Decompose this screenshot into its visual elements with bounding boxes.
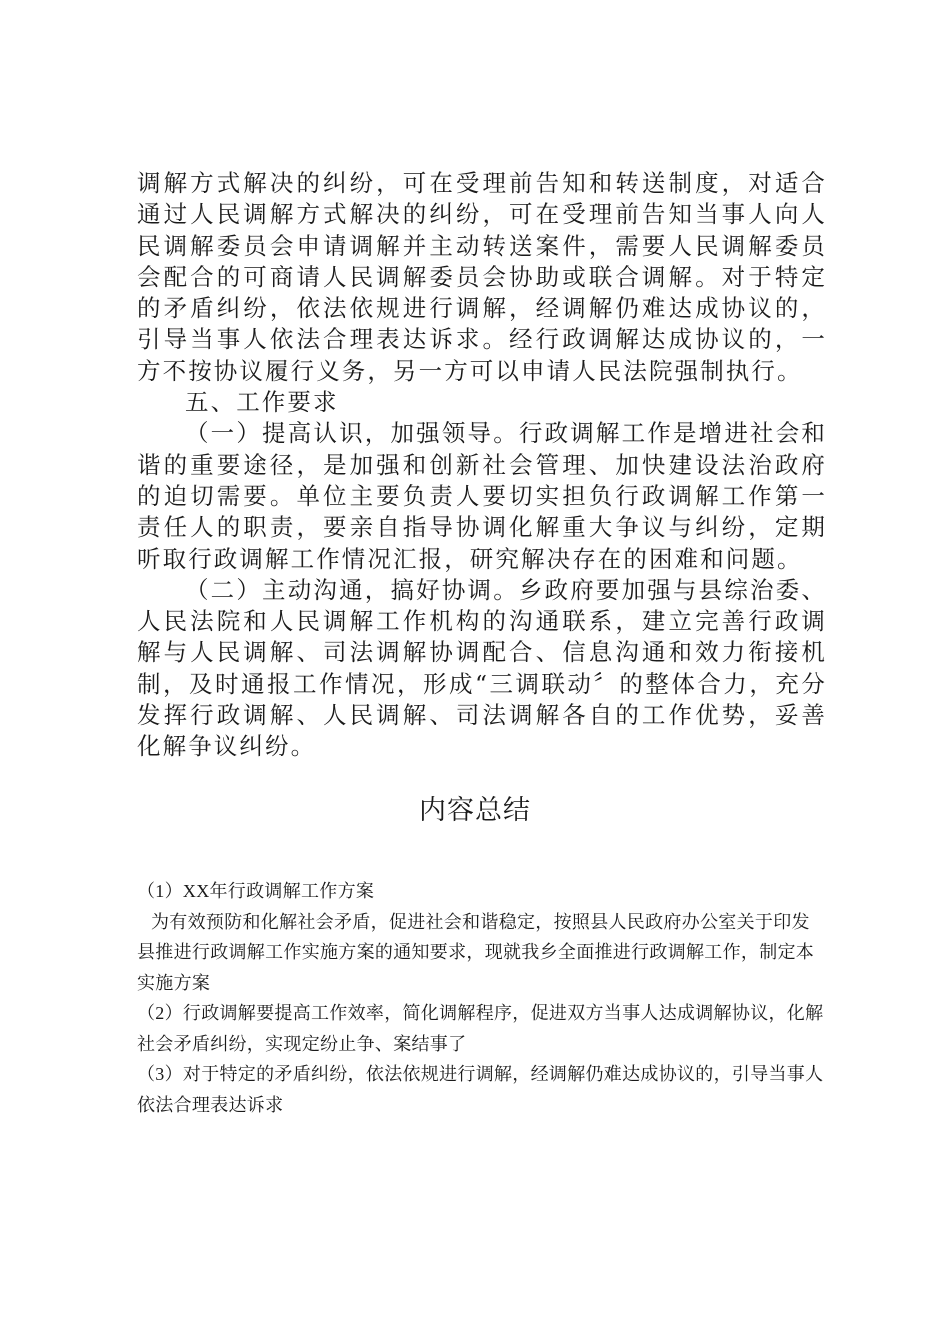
summary-title: 内容总结 [419, 795, 531, 826]
summary-item-1-text: 为有效预防和化解社会矛盾，促进社会和谐稳定，按照县人民政府办公室关于印发县推进行政调解工作实施方案的通知要求，现就我乡全面推进行政调解工作，制定本实施方案 [137, 911, 815, 993]
section-heading-work-requirements: 五、工作要求 [185, 388, 339, 417]
summary-item-3: （3）对于特定的矛盾纠纷，依法依规进行调解，经调解仍难达成协议的，引导当事人依法合理表达诉求 [137, 1064, 824, 1115]
summary-item-2: （2）行政调解要提高工作效率，简化调解程序，促进双方当事人达成调解协议，化解社会矛盾纠纷，实现定纷止争、案结事了 [137, 1003, 824, 1054]
paragraph-coordination: （二）主动沟通，搞好协调。乡政府要加强与县综治委、人民法院和人民调解工作机构的沟通联系，建立完善行政调解与人民调解、司法调解协调配合、信息沟通和效力衔接机制，及时通报工作情况，形成“三调联动〞的整体合力，充分发挥行政调解、人民调解、司法调解各自的工作优势，妥善化解争议纠纷。 [137, 575, 827, 761]
summary-item-1-title: （1）XX年行政调解工作方案 [137, 881, 375, 901]
paragraph-mediation-transfer: 调解方式解决的纠纷，可在受理前告知和转送制度，对适合通过人民调解方式解决的纠纷，可在受理前告知当事人向人民调解委员会申请调解并主动转送案件，需要人民调解委员会配合的可商请人民调解委员会协助或联合调解。对于特定的矛盾纠纷，依法依规进行调解，经调解仍难达成协议的，引导当事人依法合理表达诉求。经行政调解达成协议的，一方不按协议履行义务，另一方可以申请人民法院强制执行。 [137, 169, 827, 385]
summary-section [137, 876, 827, 1120]
document-body [137, 168, 827, 763]
paragraph-leadership: （一）提高认识，加强领导。行政调解工作是增进社会和谐的重要途径，是加强和创新社会管理、加快建设法治政府的迫切需要。单位主要负责人要切实担负行政调解工作第一责任人的职责，要亲自指导协调化解重大争议与纠纷，定期听取行政调解工作情况汇报，研究解决存在的困难和问题。 [137, 419, 827, 573]
